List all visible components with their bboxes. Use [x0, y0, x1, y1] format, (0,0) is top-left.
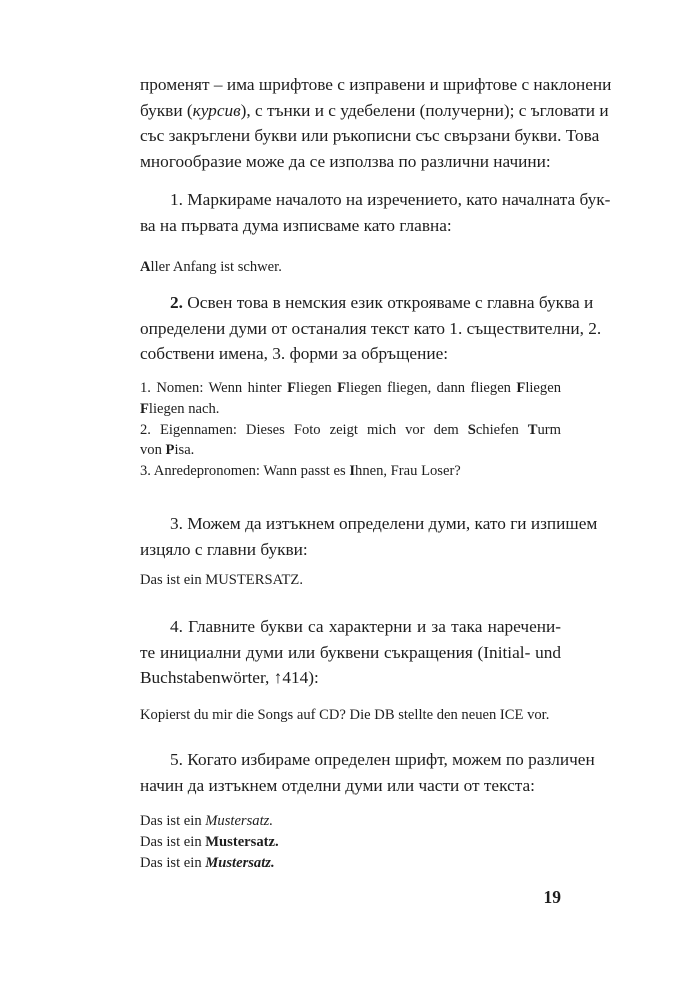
text-line: начин да изтъкнем отделни думи или части от текста: — [140, 775, 535, 795]
text-line: Buchstabenwörter, ↑414): — [140, 668, 319, 687]
example-row: 2. Eigennamen: Dieses Foto zeigt mich vor dem Schiefen Turm — [140, 421, 561, 438]
example-row-bold: Das ist ein Mustersatz. — [140, 833, 279, 850]
highlight-letter: P — [165, 442, 175, 459]
example-row: von Pisa. — [140, 442, 195, 459]
example-4: Kopierst du mir die Songs auf CD? Die DB stellte den neuen ICE vor. — [140, 707, 550, 723]
item-2-paragraph — [140, 290, 602, 367]
item-4-paragraph — [140, 614, 561, 691]
highlight-letter: T — [527, 421, 538, 438]
text-line: 4. Главните букви са характерни и за така наречени- — [170, 617, 561, 636]
text-line: букви (курсив), с тънки и с удебелени (получерни); с ъгловати и — [140, 100, 609, 120]
text-line: 3. Можем да изтъкнем определени думи, като ги изпишем — [170, 514, 598, 533]
text-line: със закръглени букви или ръкописни със свързани букви. Това — [140, 126, 600, 145]
text-line: 1. Маркираме началото на изречението, като началната бук- — [170, 190, 611, 209]
example-row: 1. Nomen: Wenn hinter Fliegen Fliegen fliegen, dann fliegen Fliegen — [140, 380, 561, 396]
text-line: 2. Освен това в немския език открояваме с главна буква и — [170, 293, 594, 312]
example-row-italic: Das ist ein Mustersatz. — [140, 813, 273, 829]
text-line: изцяло с главни букви: — [140, 539, 308, 559]
example-row: 3. Anredepronomen: Wann passt es Ihnen, Frau Loser? — [140, 463, 461, 480]
example-row-bold-italic: Das ist ein Mustersatz. — [140, 854, 275, 871]
page-number: 19 — [543, 887, 561, 907]
highlight-letter: I — [349, 463, 356, 480]
text-line: собствени имена, 3. форми за обръщение: — [140, 344, 449, 363]
item-5-paragraph — [140, 747, 595, 798]
example-1: Aller Anfang ist schwer. — [140, 259, 282, 275]
item-3-paragraph — [140, 511, 598, 562]
italic-term: курсив — [192, 100, 241, 120]
text-line: те инициални думи или буквени съкращения (Initial- und — [140, 642, 561, 662]
item-number: 2. — [170, 293, 183, 312]
text-line: 5. Когато избираме определен шрифт, можем по различен — [170, 750, 595, 769]
text-line: ва на първата дума изписваме като главна: — [140, 215, 452, 235]
highlight-letter: F — [140, 400, 149, 417]
intro-paragraph — [140, 72, 612, 174]
text-line: многообразие може да се използва по различни начини: — [140, 151, 551, 171]
examples-2 — [140, 378, 561, 482]
highlight-letter: F — [516, 380, 526, 396]
highlight-letter: S — [467, 421, 476, 438]
item-1-paragraph — [140, 187, 611, 238]
examples-5 — [140, 811, 561, 873]
highlight-letter: F — [337, 380, 347, 396]
example-row: Fliegen nach. — [140, 400, 220, 417]
example-3: Das ist ein MUSTERSATZ. — [140, 572, 303, 588]
text-line: променят – има шрифтове с изправени и шрифтове с наклонени — [140, 75, 612, 94]
highlight-letter: F — [287, 380, 297, 396]
text-line: определени думи от останалия текст като 1. съществителни, 2. — [140, 318, 602, 338]
highlight-letter: A — [140, 259, 151, 275]
